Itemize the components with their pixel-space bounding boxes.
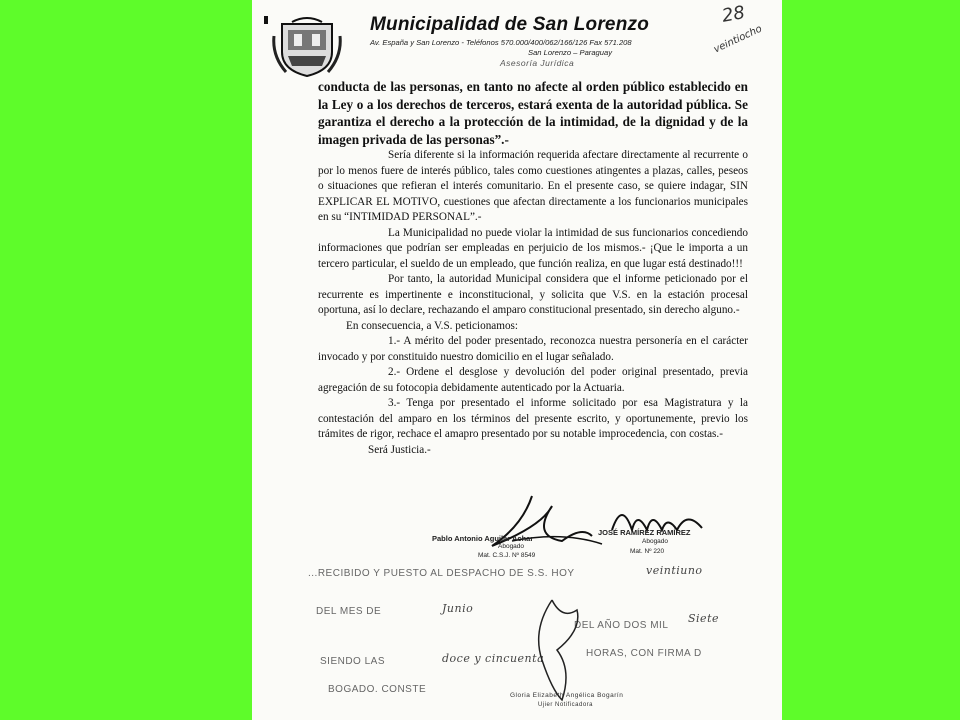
stamp-line-3b: HORAS, CON FIRMA D (586, 648, 702, 659)
stamp-line-3: SIENDO LAS (320, 656, 386, 667)
handwritten-page-word: veintiocho (712, 23, 764, 56)
punch-mark (264, 16, 268, 24)
municipality-title: Municipalidad de San Lorenzo (370, 14, 650, 35)
handwritten-page-number: 28 (720, 2, 747, 27)
quoted-article: conducta de las personas, en tanto no afecte al orden público establecido en la Ley o a los derechos de terceros, estará exenta de la autoridad pública. Se garantiza el derecho a la protección de la intimidad, de la dignidad y de la imagen privada de las personas”.- (318, 79, 748, 147)
petition-item: 1.- A mérito del poder presentado, reconozca nuestra personería en el carácter invocado y por constituido nuestro domicilio en el lugar señalado. (318, 335, 748, 363)
closing-phrase: Será Justicia.- (368, 443, 431, 456)
left-signer-name: Pablo Antonio Aguilar Achar (432, 534, 534, 543)
stamp-year-handwritten: Siete (688, 612, 719, 625)
address-line-2: San Lorenzo – Paraguay (528, 48, 613, 57)
stamp-month-handwritten: Junio (442, 602, 474, 615)
left-signer-registration: Mat. C.S.J. Nº 8549 (478, 552, 536, 559)
stamp-line-4: BOGADO. CONSTE (328, 684, 427, 695)
right-signer-registration: Mat. Nº 220 (630, 548, 665, 555)
stamp-line-1: ...RECIBIDO Y PUESTO AL DESPACHO DE S.S. HOY (308, 568, 575, 579)
stamp-day-handwritten: veintiuno (646, 564, 703, 577)
petition-item: 2.- Ordene el desglose y devolución del poder original presentado, previa agregación de su fotocopia debidamente autenticado por la Actuaria. (318, 366, 748, 394)
right-signer-name: JOSÉ RAMÍREZ RAMÍREZ (598, 528, 691, 537)
paragraph: La Municipalidad no puede violar la intimidad de sus funcionarios concediendo informaciones que podrían ser empleadas en perjuicio de los mismos.- ¡Que le importa a un tercero particular, el sueldo de un empleado, que función realiza, en que lugar está destinado!!! (318, 226, 748, 270)
stamp-line-2: DEL MES DE (316, 606, 382, 617)
left-signer-title: Abogado (498, 543, 525, 550)
paragraph: Por tanto, la autoridad Municipal considera que el informe peticionado por el recurrente es impertinente e inconstitucional, y solicita que V.S. en la estación procesal oportuna, así lo declare, rechazando el amparo constitucional presentado, sin derecho alguno.- (318, 273, 748, 316)
stamp-hour-handwritten: doce y cincuenta (442, 652, 545, 665)
stamp-signer-title: Ujier Notificadora (538, 702, 594, 708)
stamp-signature-icon (522, 590, 602, 710)
municipal-crest-icon (272, 16, 342, 78)
document-body (318, 78, 748, 458)
address-line-1: Av. España y San Lorenzo - Teléfonos 570.000/400/062/166/126 Fax 571.208 (370, 38, 632, 47)
department-label: Asesoría Jurídica (500, 58, 575, 68)
stamp-signer-name: Gloria Elizabeth Angélica Bogarín (510, 692, 624, 699)
paragraph: En consecuencia, a V.S. peticionamos: (346, 319, 519, 332)
right-signer-title: Abogado (642, 538, 669, 545)
petition-item: 3.- Tenga por presentado el informe solicitado por esa Magistratura y la contestación del amparo en los términos del presente escrito, y oportunemente, previo los trámites de rigor, rechace el amapro presentado por su notable improcedencia, con costas.- (318, 397, 748, 440)
paragraph: Sería diferente si la información requerida afectare directamente al recurrente o por lo menos fuere de interés público, tales como cuestiones atingentes a plazas, calles, peseos o situaciones que refieran el interés comunitario. En el presente caso, se quiere indagar, SIN EXPLICAR EL MOTIVO, cuestiones que afectan directamente a los funcionarios municipales en su “INTIMIDAD PERSONAL”.- (318, 149, 748, 223)
document-page (252, 0, 782, 720)
stamp-line-2b: DEL AÑO DOS MIL (574, 620, 669, 631)
